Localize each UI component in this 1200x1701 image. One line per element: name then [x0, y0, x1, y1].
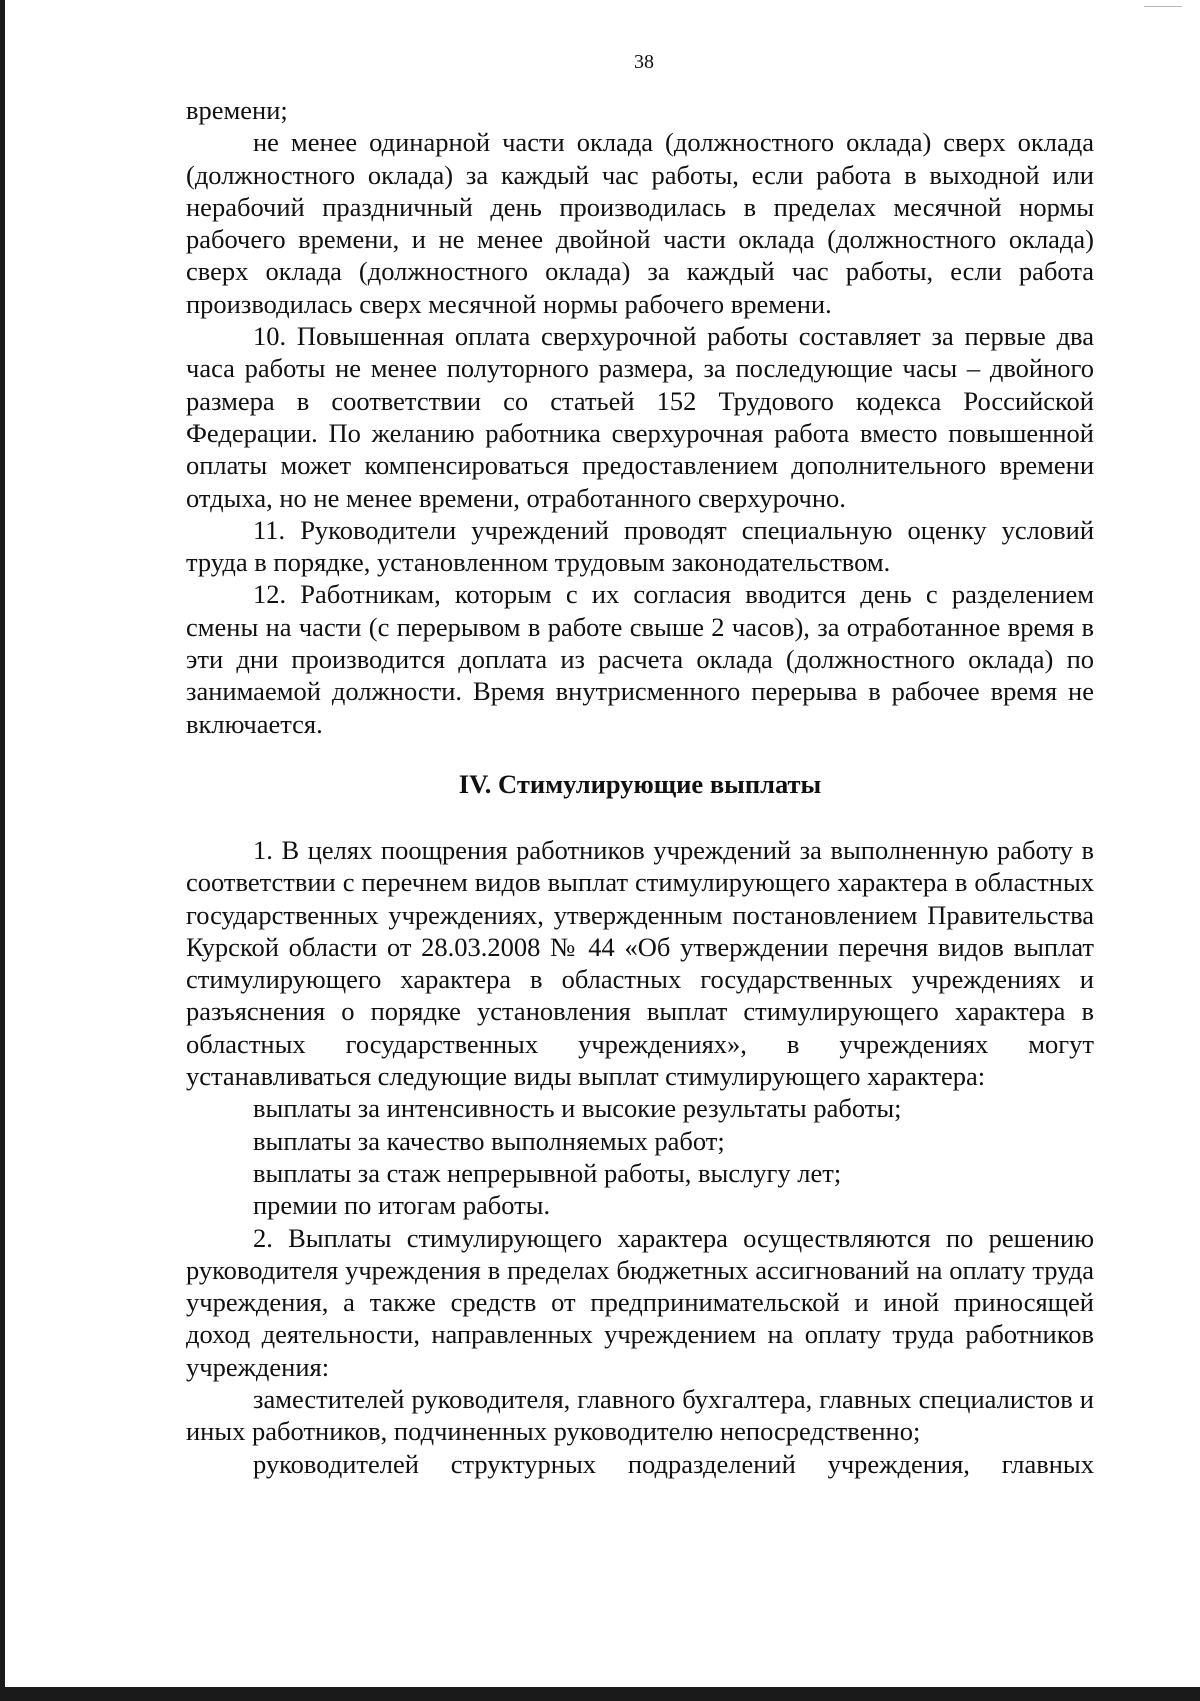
list-item: заместителей руководителя, главного бухгалтера, главных специалистов и иных работников, подчиненных руководителю непосредственно;: [186, 1383, 1094, 1447]
page-number: 38: [634, 51, 654, 73]
paragraph: 11. Руководители учреждений проводят специальную оценку условий труда в порядке, установленном трудовым законодательством.: [186, 514, 1094, 578]
scan-border-left: [0, 0, 5, 1701]
list-item: выплаты за стаж непрерывной работы, выслугу лет;: [253, 1157, 842, 1188]
paragraph: 2. Выплаты стимулирующего характера осуществляются по решению руководителя учреждения в пределах бюджетных ассигнований на оплату труда учреждения, а также средств от предпринимательской и иной приносящей доход деятельности, направленных учреждением на оплату труда работников учреждения:: [186, 1222, 1094, 1382]
paragraph: времени;: [186, 95, 288, 125]
paragraph: 10. Повышенная оплата сверхурочной работы составляет за первые два часа работы не менее полуторного размера, за последующие часы – двойного размера в соответствии со статьей 152 Трудового кодекса Российской Федерации. По желанию работника сверхурочная работа вместо повышенной оплаты может компенсироваться предоставлением дополнительного времени отдыха, но не менее времени, отработанного сверхурочно.: [186, 321, 1094, 513]
paragraph: 1. В целях поощрения работников учреждений за выполненную работу в соответствии с перечнем видов выплат стимулирующего характера в областных государственных учреждениях, утвержденным постановлением Правительства Курской области от 28.03.2008 № 44 «Об утверждении перечня видов выплат стимулирующего характера в областных государственных учреждениях и разъяснения о порядке установления выплат стимулирующего характера в областных государственных учреждениях», в учреждениях могут устанавливаться следующие виды выплат стимулирующего характера:: [186, 834, 1094, 1092]
list-item: руководителей структурных подразделений учреждения, главных: [253, 1448, 1094, 1479]
list-item: выплаты за качество выполняемых работ;: [253, 1125, 725, 1156]
section-heading: IV. Стимулирующие выплаты: [458, 768, 822, 799]
paragraph: 12. Работникам, которым с их согласия вводится день с разделением смены на части (с перерывом в работе свыше 2 часов), за отработанное время в эти дни производится доплата из расчета оклада (должностного оклада) по занимаемой должности. Время внутрисменного перерыва в рабочее время не включается.: [186, 579, 1094, 739]
list-item: выплаты за интенсивность и высокие результаты работы;: [253, 1093, 902, 1124]
scan-border-bottom: [0, 1687, 1200, 1701]
list-item: премии по итогам работы.: [253, 1190, 551, 1221]
scan-mark: [1144, 6, 1182, 7]
document-body: [186, 94, 1094, 1480]
paragraph: не менее одинарной части оклада (должностного оклада) сверх оклада (должностного оклада) за каждый час работы, если работа в выходной или нерабочий праздничный день производилась в пределах месячной нормы рабочего времени, и не менее двойной части оклада (должностного оклада) сверх оклада (должностного оклада) за каждый час работы, если работа производилась сверх месячной нормы рабочего времени.: [186, 127, 1094, 319]
